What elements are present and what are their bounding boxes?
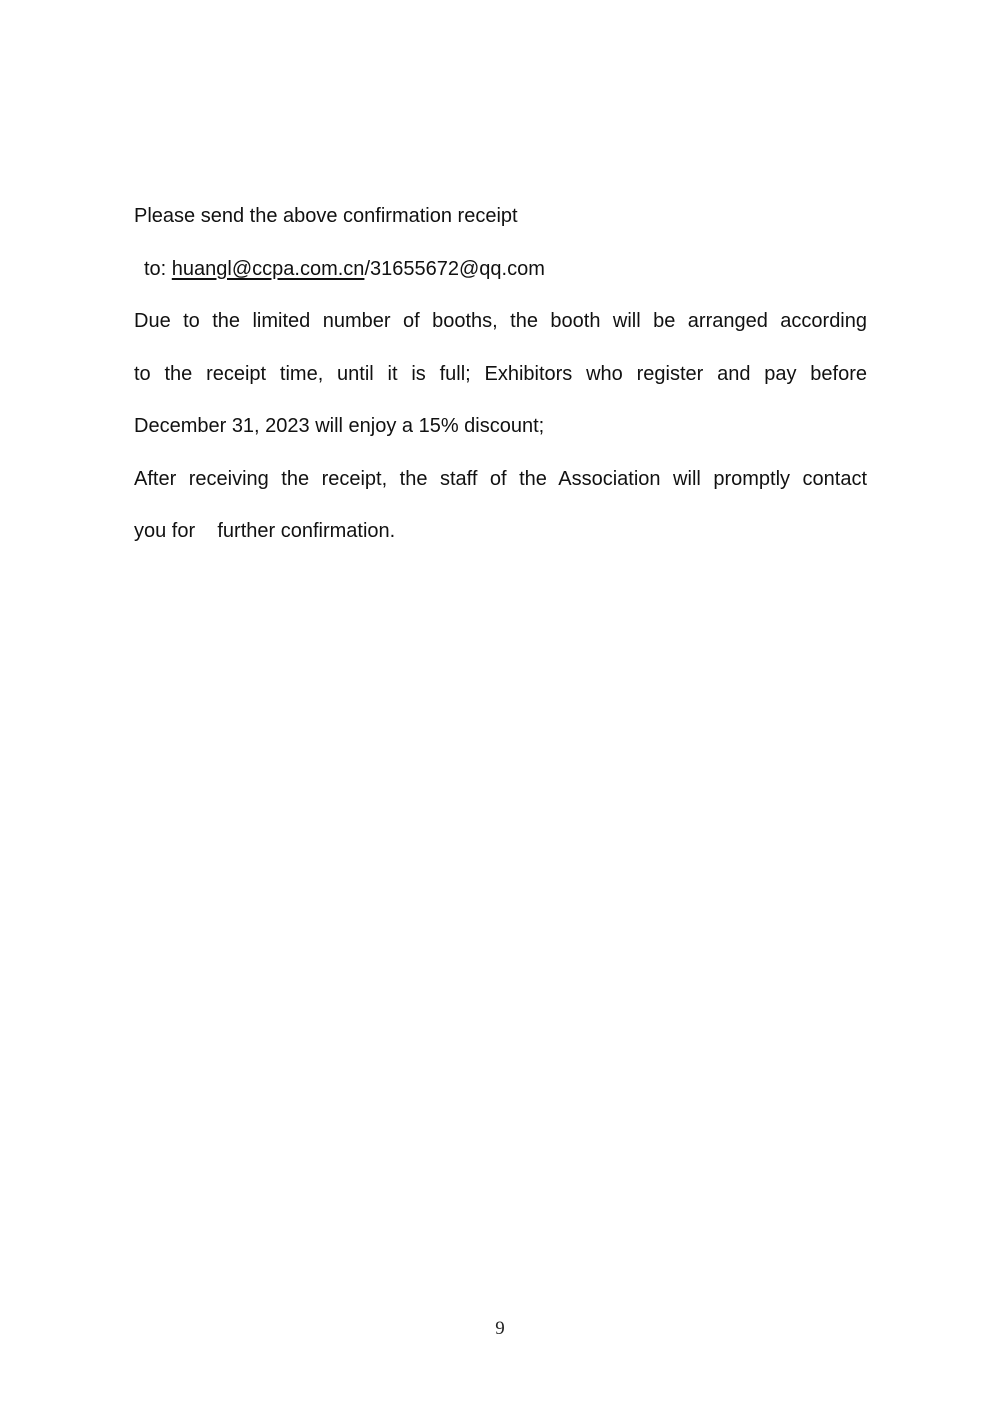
email-prefix: to: — [144, 257, 172, 280]
email-line — [134, 243, 867, 296]
page-number: 9 — [495, 1318, 505, 1339]
booth-paragraph-line-2: to the receipt time, until it is full; Exhibitors who register and pay before — [134, 362, 867, 385]
booth-paragraph-line-1: Due to the limited number of booths, the booth will be arranged according — [134, 310, 867, 332]
contact-paragraph-line-1: After receiving the receipt, the staff of the Association will promptly contact — [134, 467, 867, 490]
email-link-ccpa[interactable]: huangl@ccpa.com.cn — [171, 257, 365, 280]
booth-paragraph-line-3: December 31, 2023 will enjoy a 15% discount; — [134, 415, 545, 437]
body-text — [134, 190, 867, 558]
instruction-line: Please send the above confirmation receipt — [134, 205, 518, 227]
contact-paragraph-line-2: you for further confirmation. — [134, 520, 396, 542]
email-secondary: /31655672@qq.com — [364, 257, 545, 280]
